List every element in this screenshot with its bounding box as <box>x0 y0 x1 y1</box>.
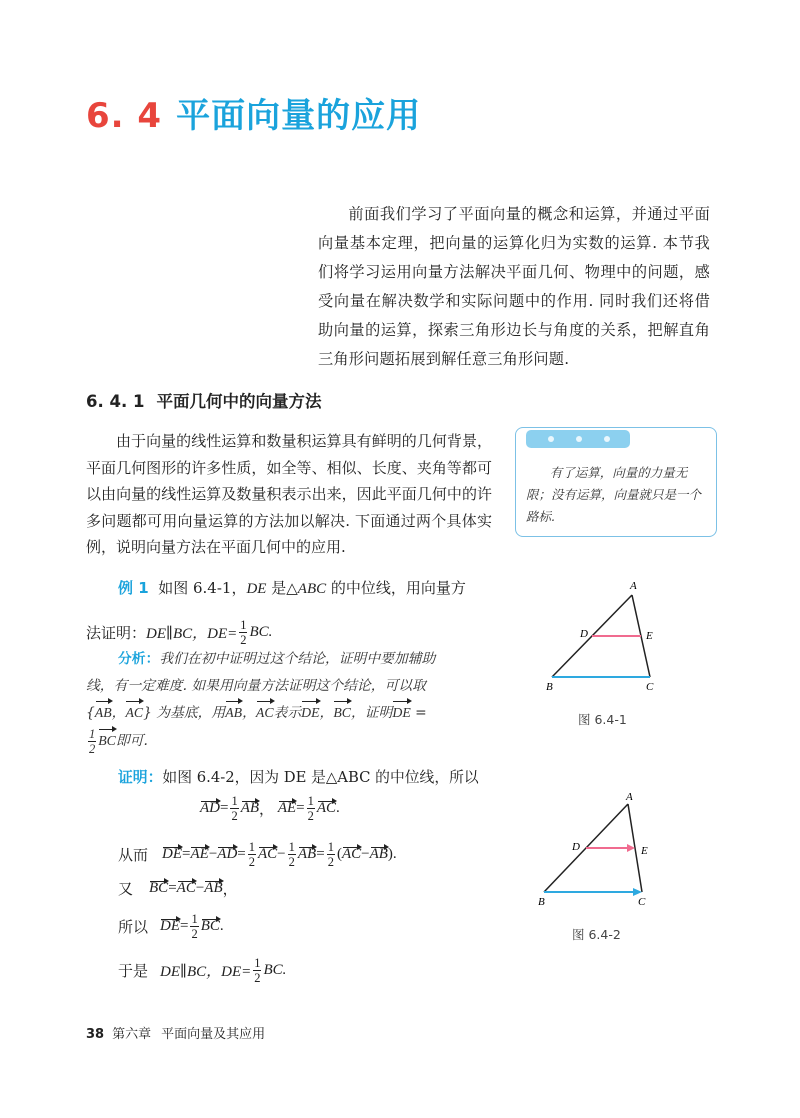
label-a: A <box>626 791 633 803</box>
section-title <box>86 88 421 137</box>
proof-eq2: 从而 DE = AE − AD = $\frac{1}{2}$ AC − $\frac{1}{2}$ AB = $\frac{1}{2}$ ( AC − AB ). <box>118 839 397 869</box>
proof-line1: 证明：如图 6.4-2，因为 DE 是△ABC 的中位线，所以 <box>118 769 479 786</box>
label-c: C <box>646 681 654 693</box>
subsection-title <box>86 388 321 412</box>
label-a: A <box>630 580 637 592</box>
analysis-label: 分析： <box>118 651 160 667</box>
page-footer <box>86 1023 265 1042</box>
analysis-line1: 分析：我们在初中证明过这个结论，证明中要加辅助 <box>118 651 436 667</box>
note-box <box>515 427 717 537</box>
section-number: 6. 4 <box>86 96 163 136</box>
proof-eq3: 又 BC = AC − AB ， <box>118 879 238 898</box>
label-e: E <box>646 630 653 642</box>
label-d: D <box>572 841 580 853</box>
figure-6-4-2 <box>534 790 664 910</box>
footer-title: 平面向量及其应用 <box>161 1027 266 1042</box>
analysis-line4: $\frac{1}{2}$ BC 即可. <box>89 726 148 756</box>
page-number: 38 <box>86 1027 105 1042</box>
example-label: 例 1 <box>118 579 149 597</box>
label-b: B <box>546 681 553 693</box>
arrow-bc-icon <box>633 888 642 896</box>
proof-eq1: AD = $\frac{1}{2}$ AB ， AE = $\frac{1}{2}$ AC . <box>200 793 340 823</box>
note-tab <box>526 430 630 448</box>
body-paragraph <box>86 428 492 561</box>
intro-text: 前面我们学习了平面向量的概念和运算，并通过平面向量基本定理，把向量的运算化归为实数的运算. 本节我们将学习运用向量方法解决平面几何、物理中的问题，感受向量在解决数学和实际问题中的作用. 同时我们还将借助向量的运算，探索三角形边长与角度的关系，把解直角三角形问题拓展到解任意三角形问题. <box>318 205 710 368</box>
label-b: B <box>538 896 545 908</box>
label-d: D <box>580 628 588 640</box>
note-dot-icon <box>576 436 582 442</box>
example-1-line2: 法证明： DE∥BC，DE= $\frac{1}{2}$ BC. <box>86 618 273 647</box>
figure-2-caption: 图 6.4-2 <box>572 927 621 942</box>
note-text: 有了运算，向量的力量无限；没有运算，向量就只是一个路标. <box>526 465 702 524</box>
footer-chapter: 第六章 <box>112 1027 152 1042</box>
proof-eq5: 于是 DE∥BC，DE= $\frac{1}{2}$ BC. <box>118 955 287 985</box>
figure-1-caption: 图 6.4-1 <box>578 712 627 727</box>
intro-paragraph <box>318 200 710 374</box>
analysis-line3: {AB，AC} 为基底，用AB，AC表示DE，BC，证明DE = <box>86 700 498 727</box>
subsection-name: 平面几何中的向量方法 <box>156 392 322 411</box>
proof-eq4: 所以 DE = $\frac{1}{2}$ BC . <box>118 911 224 941</box>
analysis-body: 线，有一定难度. 如果用向量方法证明这个结论，可以取 {AB，AC} 为基底，用AB，AC表示DE，BC，证明DE = $\frac{1}{2}$ BC 即可. <box>86 673 498 756</box>
section-name: 平面向量的应用 <box>176 96 422 136</box>
example-1-line1: 例 1 如图 6.4-1，DE 是△ABC 的中位线，用向量方 <box>118 579 466 597</box>
fraction: $\frac{1}{2}$ <box>240 618 247 647</box>
note-dot-icon <box>548 436 554 442</box>
note-dot-icon <box>604 436 610 442</box>
subsection-number: 6. 4. 1 <box>86 392 145 411</box>
body-text: 由于向量的线性运算和数量积运算具有鲜明的几何背景，平面几何图形的许多性质，如全等、相似、长度、夹角等都可以由向量的线性运算及数量积表示出来，因此平面几何中的许多问题都可用向量运算的方法加以解决. 下面通过两个具体实例，说明向量方法在平面几何中的应用. <box>86 432 492 556</box>
proof-label: 证明： <box>118 769 163 786</box>
figure-6-4-1 <box>540 575 670 695</box>
label-c: C <box>638 896 646 908</box>
label-e: E <box>641 845 648 857</box>
